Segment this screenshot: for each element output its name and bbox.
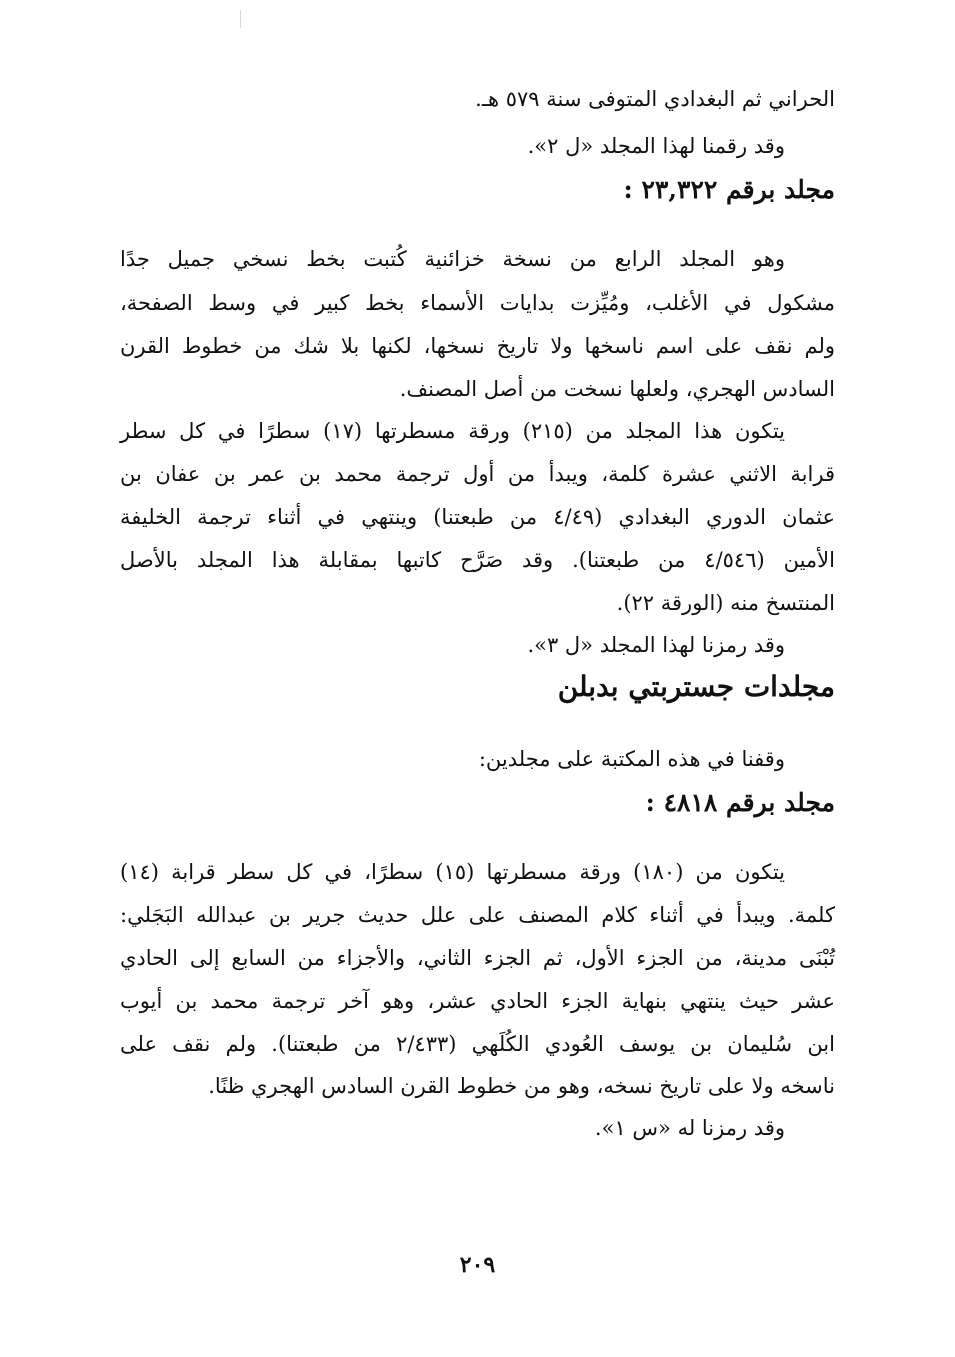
paragraph-line: ولم نقف على اسم ناسخها ولا تاريخ نسخها، لكنها بلا شك من خطوط القرن [120,334,835,358]
paragraph-line: السادس الهجري، ولعلها نسخت من أصل المصنف. [399,377,835,401]
paragraph-line: يتكون من (١٨٠) ورقة مسطرتها (١٥) سطرًا، في كل سطر قرابة (١٤) [120,860,785,884]
section-heading: مجلدات جستربتي بدبلن [557,670,835,703]
paragraph-line: ناسخه ولا على تاريخ نسخه، وهو من خطوط القرن السادس الهجري ظنًا. [208,1074,835,1098]
text-line: الحراني ثم البغدادي المتوفى سنة ٥٧٩ هـ. [475,87,835,111]
text-line: وقد رمزنا له «س ١». [594,1116,785,1140]
paragraph-line: وهو المجلد الرابع من نسخة خزائنية كُتبت بخط نسخي جميل جدًا [120,247,785,271]
paragraph-line: كلمة. ويبدأ في أثناء كلام المصنف على علل حديث جرير بن عبدالله البَجَلي: [120,903,835,927]
paragraph-line: المنتسخ منه (الورقة ٢٢). [616,591,835,615]
paragraph-line: الأمين (٤/٥٤٦ من طبعتنا). وقد صَرَّح كاتبها بمقابلة هذا المجلد بالأصل [120,548,835,572]
page-number: ٢٠٩ [459,1252,496,1278]
paragraph-line: قرابة الاثني عشرة كلمة، ويبدأ من أول ترجمة محمد بن عمر بن عفان بن [120,462,835,486]
text-line: وقد رقمنا لهذا المجلد «ل ٢». [527,134,785,158]
paragraph-line: عشر حيث ينتهي بنهاية الجزء الحادي عشر، وهو آخر ترجمة محمد بن أيوب [120,989,835,1013]
paragraph-line: تُبْنَى مدينة، من الجزء الأول، ثم الجزء الثاني، والأجزاء من السابع إلى الحادي [120,946,835,970]
scan-mark [240,10,241,28]
paragraph-line: ابن سُليمان بن يوسف العُودي الكُلَهي (٢/٤٣٣ من طبعتنا). ولم نقف على [120,1032,835,1056]
paragraph-line: يتكون هذا المجلد من (٢١٥) ورقة مسطرتها (١٧) سطرًا في كل سطر [120,419,785,443]
section-heading: مجلد برقم ٢٣,٣٢٢ : [623,175,835,204]
paragraph-line: عثمان الدوري البغدادي (٤/٤٩ من طبعتنا) وينتهي في أثناء ترجمة الخليفة [120,505,835,529]
section-heading: مجلد برقم ٤٨١٨ : [645,788,835,817]
text-line: وقد رمزنا لهذا المجلد «ل ٣». [527,633,785,657]
text-line: وقفنا في هذه المكتبة على مجلدين: [478,747,785,771]
paragraph-line: مشكول في الأغلب، ومُيِّزت بدايات الأسماء بخط كبير في وسط الصفحة، [120,291,835,315]
